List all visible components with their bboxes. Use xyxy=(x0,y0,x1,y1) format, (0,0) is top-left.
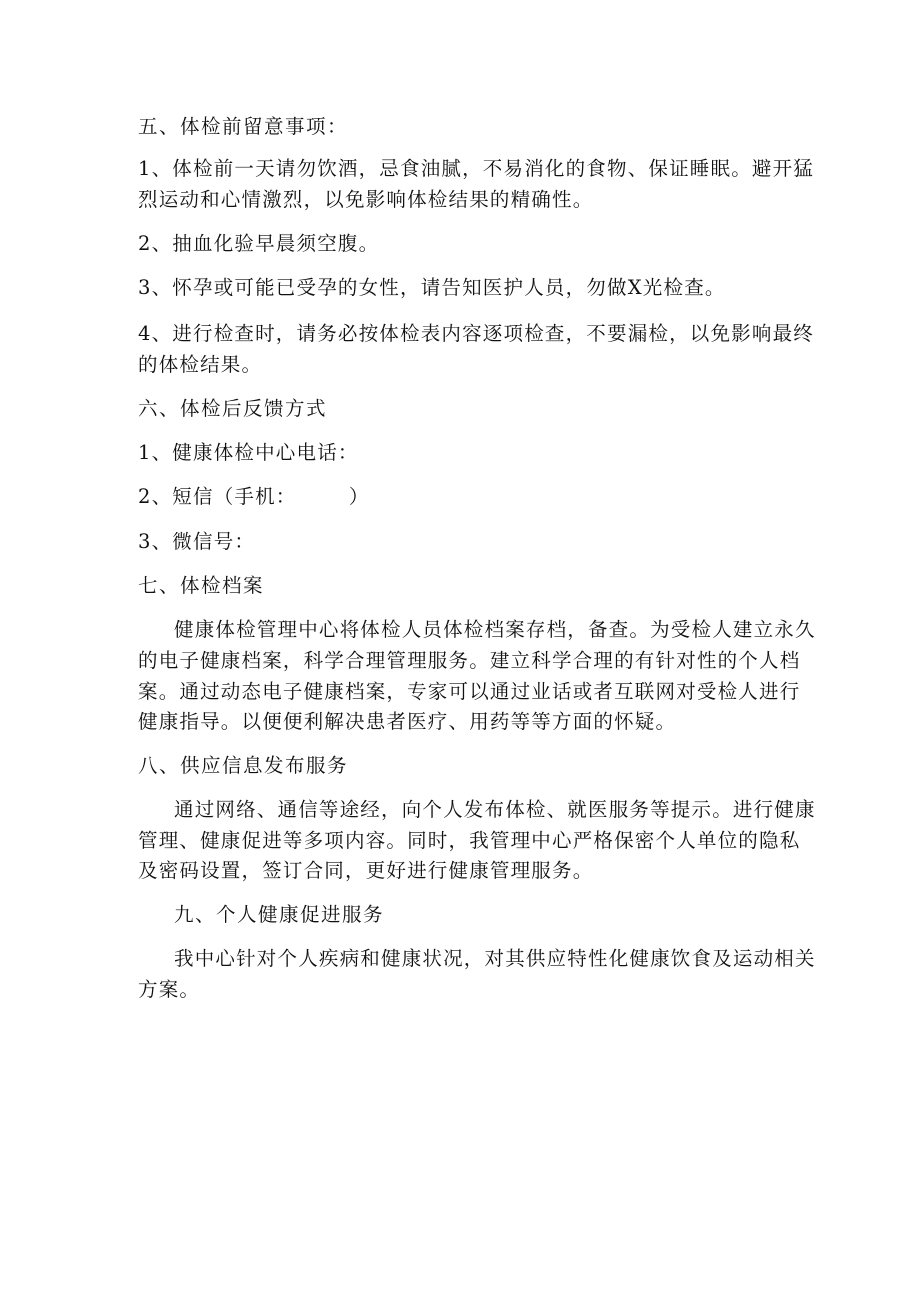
section-5-item-1-line-1: 1、体检前一天请勿饮酒，忌食油腻，不易消化的食物、保证睡眠。避开猛 xyxy=(138,157,815,180)
section-6-item-3: 3、微信号： xyxy=(138,530,256,553)
section-7-paragraph-line-4: 健康指导。以便便利解决患者医疗、用药等等方面的怀疑。 xyxy=(138,710,677,733)
section-5-item-3: 3、怀孕或可能已受孕的女性，请告知医护人员，勿做X光检查。 xyxy=(138,276,726,299)
section-7-paragraph-line-2: 的电子健康档案，科学合理管理服务。建立科学合理的有针对性的个人档 xyxy=(138,649,801,672)
section-6-heading: 六、体检后反馈方式 xyxy=(138,397,328,420)
section-8-paragraph-line-2: 管理、健康促进等多项内容。同时，我管理中心严格保密个人单位的隐私 xyxy=(138,829,801,852)
section-9-paragraph-line-2: 方案。 xyxy=(138,978,201,1001)
section-9-heading: 九、个人健康促进服务 xyxy=(174,903,385,926)
section-7-heading: 七、体检档案 xyxy=(138,574,265,597)
section-8-heading: 八、供应信息发布服务 xyxy=(138,754,349,777)
section-7-paragraph-line-1: 健康体检管理中心将体检人员体检档案存档，备查。为受检人建立永久 xyxy=(174,618,816,641)
section-7-paragraph-line-3: 案。通过动态电子健康档案，专家可以通过业话或者互联网对受检人进行 xyxy=(138,680,801,703)
section-5-item-4-line-2: 的体检结果。 xyxy=(138,353,263,376)
section-9-paragraph-line-1: 我中心针对个人疾病和健康状况，对其供应特性化健康饮食及运动相关 xyxy=(174,947,816,970)
section-6-item-2: 2、短信（手机： ） xyxy=(138,485,370,508)
section-6-item-1: 1、健康体检中心电话： xyxy=(138,441,359,464)
section-5-item-2: 2、抽血化验早晨须空腹。 xyxy=(138,232,380,255)
section-8-paragraph-line-1: 通过网络、通信等途经，向个人发布体检、就医服务等提示。进行健康 xyxy=(174,798,816,821)
section-5-item-1-line-2: 烈运动和心情激烈，以免影响体检结果的精确性。 xyxy=(138,188,594,211)
section-8-paragraph-line-3: 及密码设置，签订合同，更好进行健康管理服务。 xyxy=(138,859,594,882)
section-5-item-4-line-1: 4、进行检查时，请务必按体检表内容逐项检查，不要漏检，以免影响最终 xyxy=(138,322,815,345)
section-5-heading: 五、体检前留意事项： xyxy=(138,115,349,138)
